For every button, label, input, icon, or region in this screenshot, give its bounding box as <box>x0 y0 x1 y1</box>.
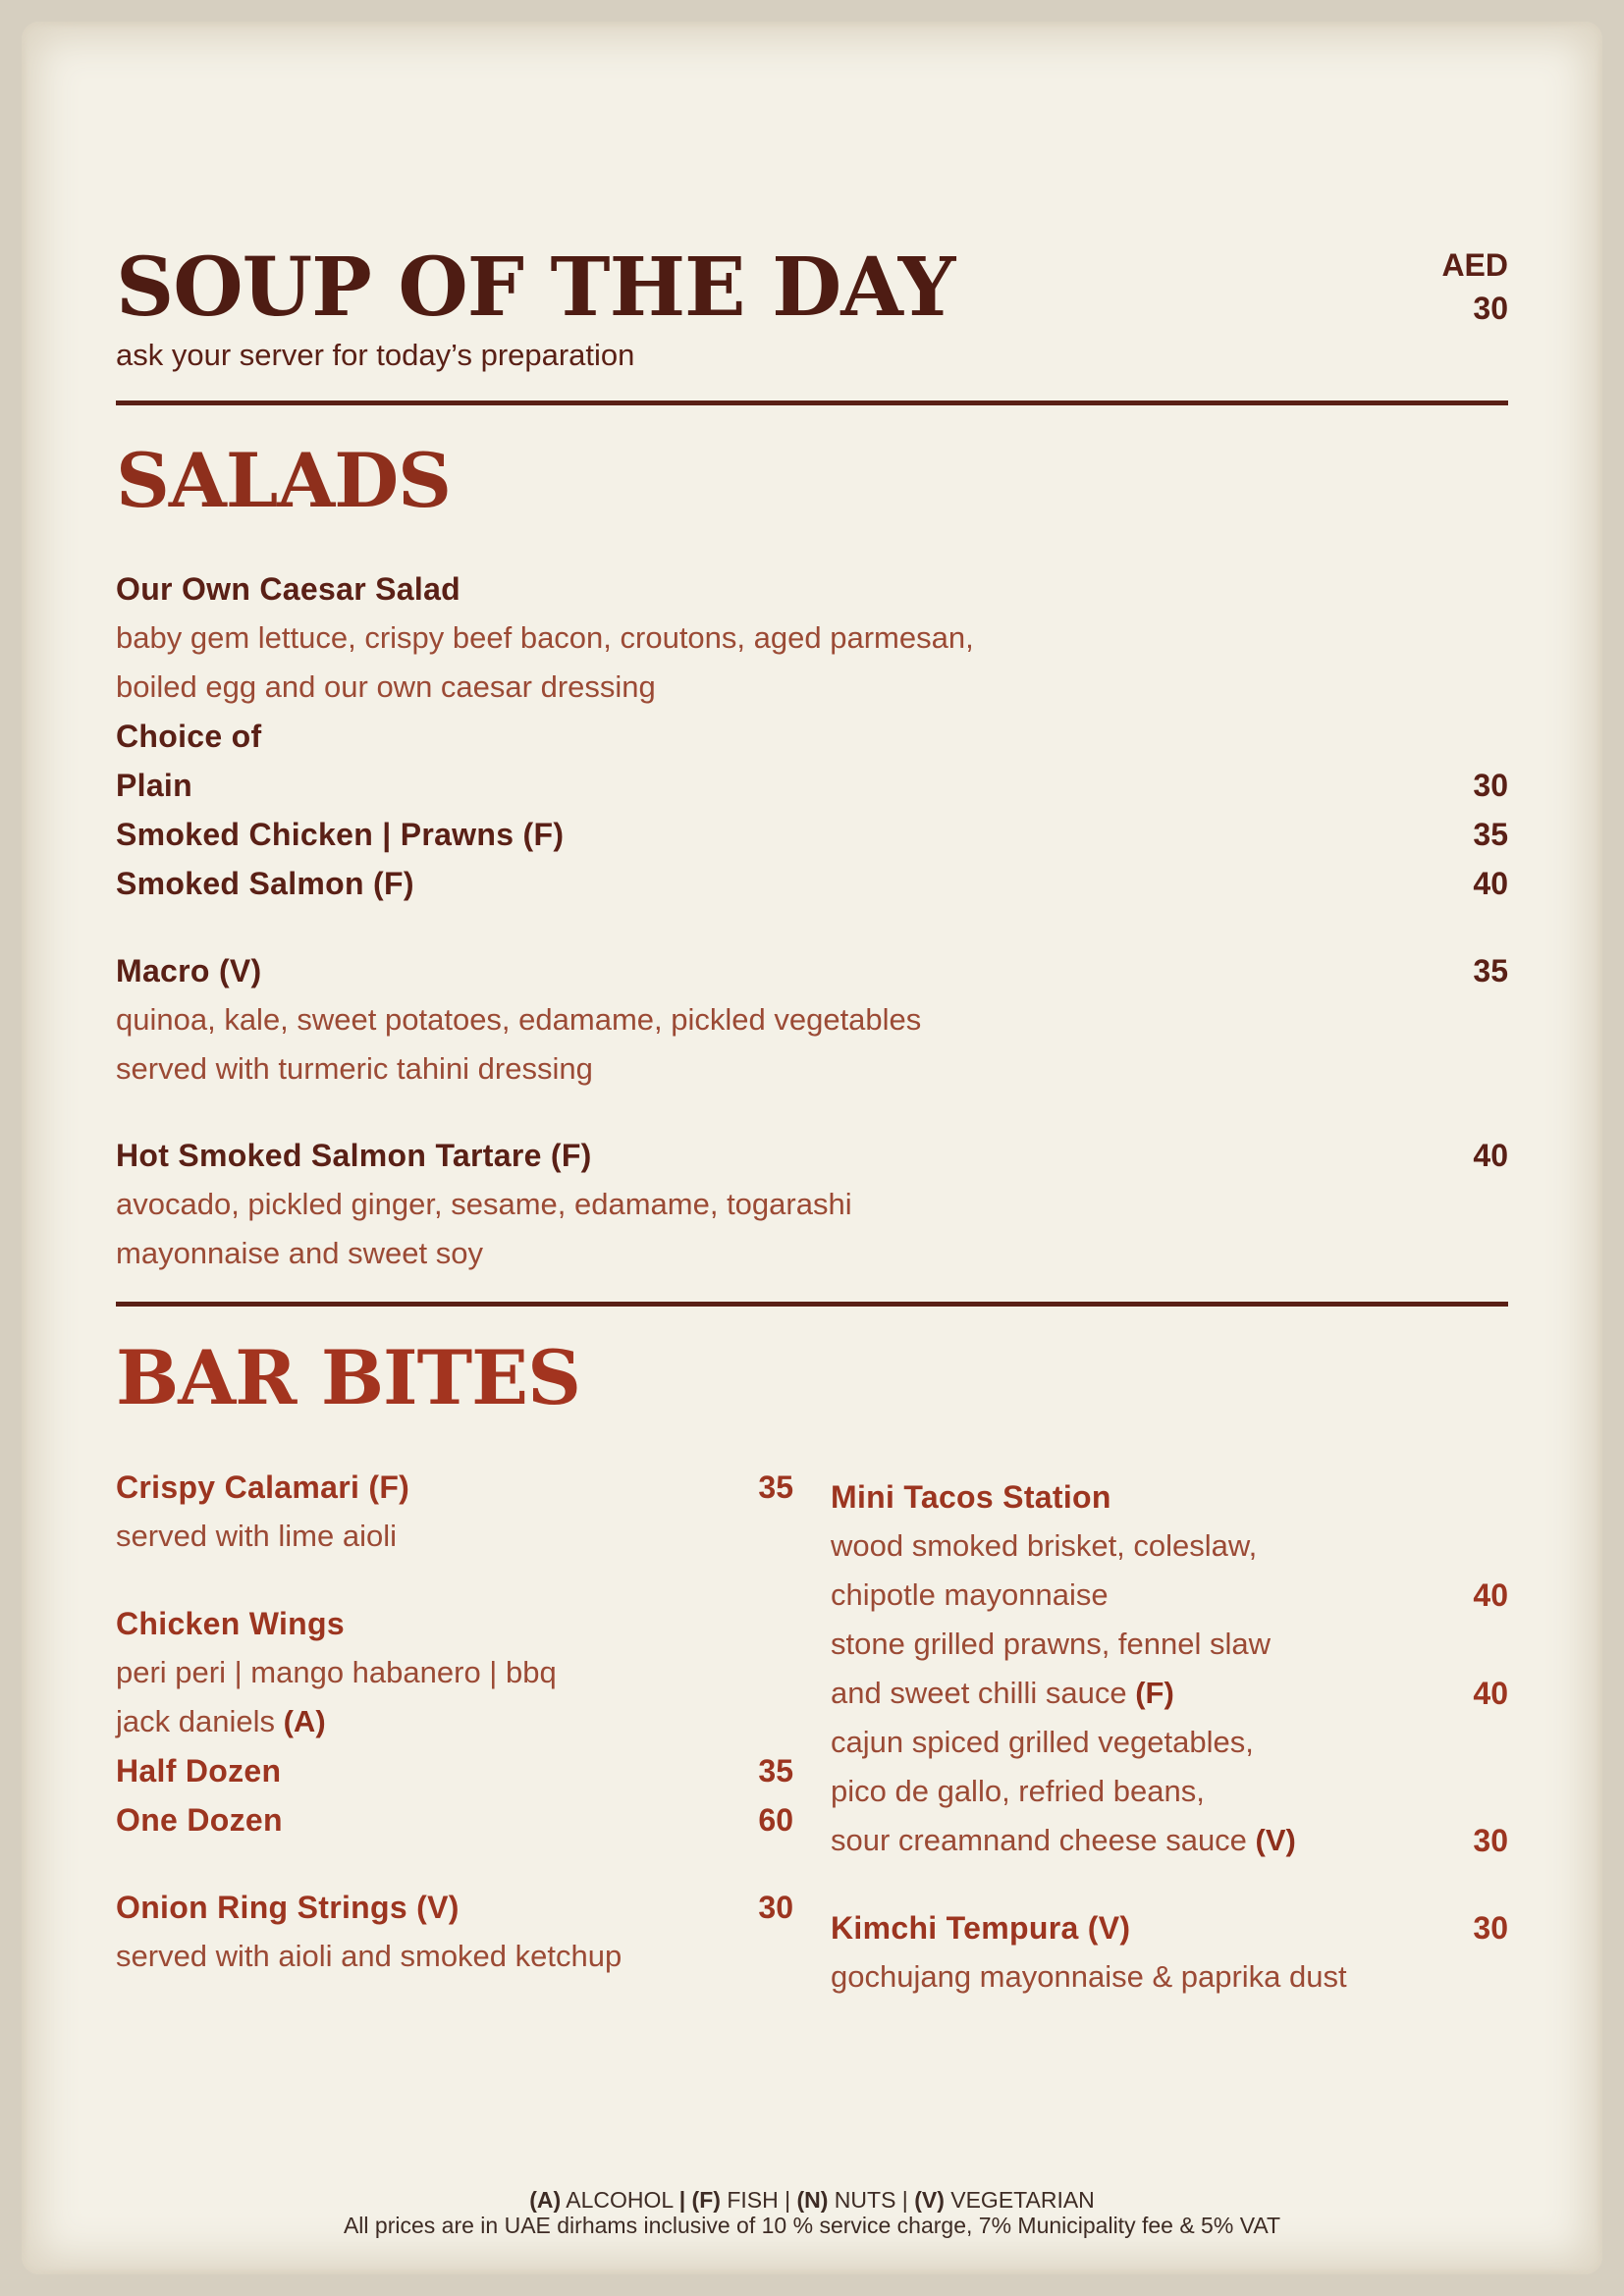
calamari-item <box>116 1463 793 1512</box>
option-label: One Dozen <box>116 1802 283 1838</box>
tartare-desc-line <box>116 1229 1508 1278</box>
item-price: 30 <box>758 1890 793 1925</box>
tacos-line <box>831 1620 1508 1669</box>
legend-tag: | (F) <box>678 2187 721 2213</box>
item-name: Onion Ring Strings (V) <box>116 1890 460 1925</box>
macro-desc-line <box>116 1044 1508 1094</box>
option-label: Smoked Chicken | Prawns (F) <box>116 817 565 852</box>
item-name: Macro (V) <box>116 953 262 988</box>
option-price: 40 <box>1473 866 1508 901</box>
wings-option <box>116 1746 793 1795</box>
tacos-line <box>831 1669 1508 1718</box>
item-price: 40 <box>1473 1138 1508 1173</box>
item-description: chipotle mayonnaise <box>831 1577 1109 1612</box>
item-description <box>116 1704 326 1738</box>
legend-label: VEGETARIAN <box>944 2187 1095 2213</box>
legend-label: FISH | <box>720 2187 797 2213</box>
item-description: pico de gallo, refried beans, <box>831 1774 1205 1808</box>
tacos-line <box>831 1718 1508 1767</box>
caesar-option <box>116 859 1508 908</box>
tacos-line <box>831 1522 1508 1571</box>
tacos-line <box>831 1816 1508 1865</box>
caesar-salad-item <box>116 564 1508 614</box>
tacos-item <box>831 1472 1508 1522</box>
bar-bites-title: BAR BITES <box>116 1334 580 1421</box>
legend-tag: (V) <box>914 2187 945 2213</box>
macro-salad-item <box>116 946 1508 995</box>
caesar-desc-line <box>116 663 1508 712</box>
option-label: Plain <box>116 768 192 803</box>
wings-desc <box>116 1648 793 1697</box>
fish-tag: (F) <box>1135 1676 1174 1710</box>
option-price: 35 <box>758 1753 793 1789</box>
item-description: baby gem lettuce, crispy beef bacon, croutons, aged parmesan, <box>116 620 974 655</box>
item-name: Hot Smoked Salmon Tartare (F) <box>116 1138 592 1173</box>
item-description: served with aioli and smoked ketchup <box>116 1939 623 1973</box>
item-price: 30 <box>1473 1910 1508 1946</box>
legend-tag: (A) <box>529 2187 562 2213</box>
item-name: Crispy Calamari (F) <box>116 1469 410 1505</box>
onion-rings-item <box>116 1883 793 1932</box>
option-price: 60 <box>758 1802 793 1838</box>
item-description: avocado, pickled ginger, sesame, edamame, togarashi <box>116 1187 852 1221</box>
soup-subtitle: ask your server for today’s preparation <box>116 338 635 372</box>
option-label: Smoked Salmon (F) <box>116 866 414 901</box>
caesar-option <box>116 810 1508 859</box>
menu-legend <box>116 2187 1508 2238</box>
item-description: cajun spiced grilled vegetables, <box>831 1725 1254 1759</box>
item-description: stone grilled prawns, fennel slaw <box>831 1627 1272 1661</box>
section-divider <box>116 400 1508 405</box>
soup-price <box>1441 243 1508 330</box>
price-note: All prices are in UAE dirhams inclusive of 10 % service charge, 7% Municipality fee & 5% VAT <box>343 2213 1281 2238</box>
item-description: mayonnaise and sweet soy <box>116 1236 483 1270</box>
tartare-item <box>116 1131 1508 1180</box>
soup-title: SOUP OF THE DAY <box>116 240 955 335</box>
caesar-desc-line <box>116 614 1508 663</box>
item-description <box>831 1823 1296 1857</box>
item-description: served with turmeric tahini dressing <box>116 1051 593 1086</box>
caesar-choice-label <box>116 712 1508 761</box>
item-price: 30 <box>1473 1823 1508 1858</box>
item-price: 40 <box>1473 1577 1508 1613</box>
item-description: gochujang mayonnaise & paprika dust <box>831 1959 1347 1994</box>
salads-title: SALADS <box>116 437 452 524</box>
desc-text: jack daniels <box>116 1704 275 1738</box>
wings-item <box>116 1599 793 1648</box>
onion-rings-desc <box>116 1932 793 1981</box>
calamari-desc <box>116 1512 793 1561</box>
choice-label: Choice of <box>116 719 262 754</box>
option-price: 35 <box>1473 817 1508 852</box>
kimchi-desc <box>831 1952 1508 2002</box>
wings-option <box>116 1795 793 1844</box>
macro-desc-line <box>116 995 1508 1044</box>
item-price: 35 <box>1473 953 1508 988</box>
wings-desc <box>116 1697 793 1746</box>
tacos-line <box>831 1767 1508 1816</box>
currency-label: AED <box>1441 247 1508 283</box>
item-price: 35 <box>758 1469 793 1505</box>
tacos-line <box>831 1571 1508 1620</box>
item-name: Chicken Wings <box>116 1606 345 1641</box>
item-name: Mini Tacos Station <box>831 1479 1111 1515</box>
menu-content <box>116 0 1508 2296</box>
option-label: Half Dozen <box>116 1753 282 1789</box>
item-description: boiled egg and our own caesar dressing <box>116 669 656 704</box>
item-name: Our Own Caesar Salad <box>116 571 461 607</box>
caesar-option <box>116 761 1508 810</box>
item-name: Kimchi Tempura (V) <box>831 1910 1131 1946</box>
legend-label: NUTS | <box>828 2187 915 2213</box>
section-divider <box>116 1302 1508 1307</box>
item-description <box>831 1676 1174 1710</box>
kimchi-item <box>831 1903 1508 1952</box>
tartare-desc-line <box>116 1180 1508 1229</box>
item-price: 40 <box>1473 1676 1508 1711</box>
legend-tag: (N) <box>796 2187 829 2213</box>
option-price: 30 <box>1473 768 1508 803</box>
alcohol-tag: (A) <box>283 1704 326 1738</box>
desc-text: sour creamnand cheese sauce <box>831 1823 1247 1857</box>
legend-keys <box>116 2187 1508 2213</box>
legend-label: ALCOHOL <box>561 2187 679 2213</box>
item-description: served with lime aioli <box>116 1519 397 1553</box>
soup-price-value: 30 <box>1473 291 1508 326</box>
item-description: quinoa, kale, sweet potatoes, edamame, pickled vegetables <box>116 1002 922 1037</box>
item-description: peri peri | mango habanero | bbq <box>116 1655 557 1689</box>
desc-text: and sweet chilli sauce <box>831 1676 1127 1710</box>
vegetarian-tag: (V) <box>1255 1823 1296 1857</box>
item-description: wood smoked brisket, coleslaw, <box>831 1528 1258 1563</box>
